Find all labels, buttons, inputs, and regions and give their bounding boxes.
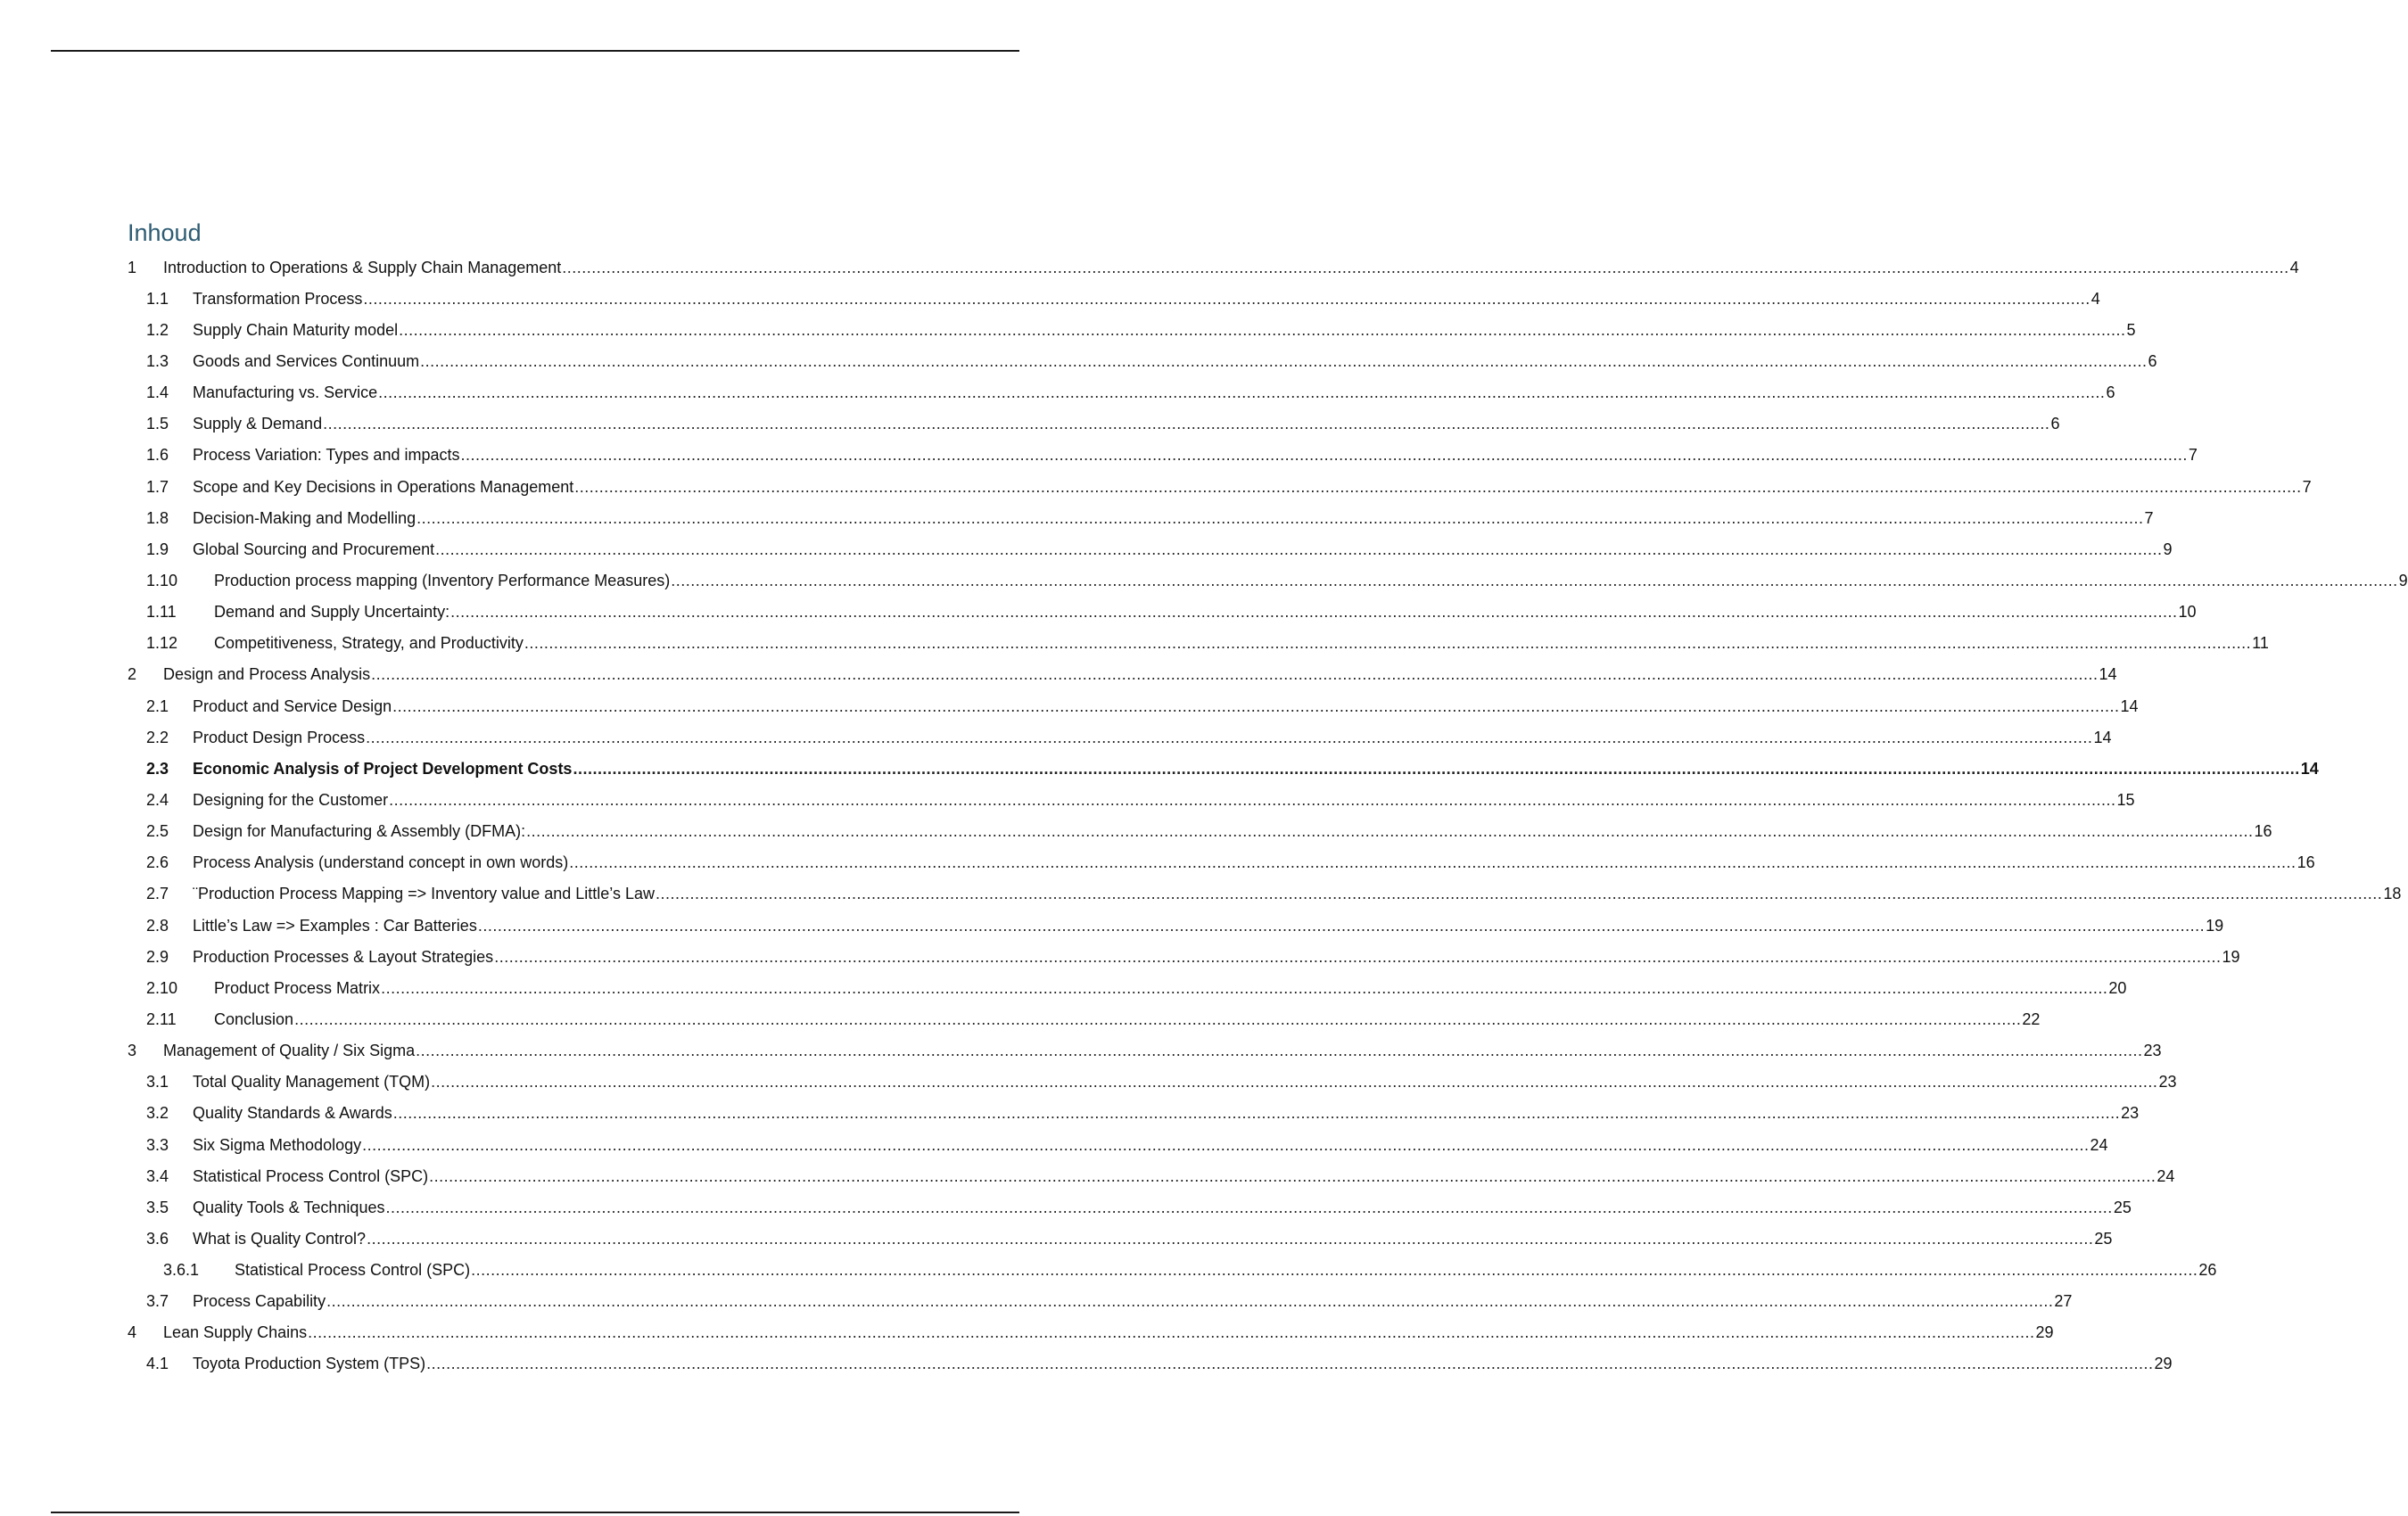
toc-entry-page: 25 — [2094, 1229, 2113, 1248]
toc-dot-leader — [573, 759, 2299, 779]
toc-entry[interactable] — [0, 597, 2197, 628]
toc-entry-page: 14 — [2300, 759, 2319, 778]
toc-dot-leader — [416, 508, 2143, 528]
toc-entry-number: 1.2 — [146, 320, 169, 339]
toc-dot-leader — [393, 1103, 2120, 1123]
toc-dot-leader — [366, 728, 2092, 747]
toc-dot-leader — [656, 884, 2382, 903]
toc-entry-number: 4.1 — [146, 1355, 169, 1373]
toc-entry-title: Product and Service Design — [193, 696, 392, 715]
toc-entry-title: Scope and Key Decisions in Operations Management — [193, 477, 574, 496]
toc-dot-leader — [362, 1135, 2089, 1155]
toc-entry[interactable] — [0, 941, 2240, 972]
toc-entry-page: 4 — [2289, 258, 2299, 276]
toc-entry[interactable] — [0, 628, 2269, 659]
toc-entry[interactable] — [0, 1223, 2113, 1254]
toc-entry-number: 1.4 — [146, 383, 169, 402]
toc-entry-number: 2.6 — [146, 853, 169, 872]
toc-entry-title: Manufacturing vs. Service — [193, 383, 378, 402]
toc-entry-number: 1.5 — [146, 415, 169, 433]
toc-entry-number: 2.8 — [146, 916, 169, 935]
toc-entry-title: Total Quality Management (TQM) — [193, 1073, 431, 1092]
toc-dot-leader — [569, 853, 2296, 872]
toc-dot-leader — [471, 1260, 2198, 1280]
toc-dot-leader — [326, 1291, 2053, 1311]
toc-entry[interactable] — [0, 533, 2173, 564]
toc-entry-title: Production process mapping (Inventory Performance Measures) — [214, 571, 671, 589]
toc-entry-number: 2.9 — [146, 947, 169, 966]
toc-entry-page: 16 — [2254, 822, 2272, 841]
toc-dot-leader — [371, 664, 2098, 684]
toc-entry-page: 14 — [2093, 728, 2112, 746]
toc-entry-page: 16 — [2297, 853, 2315, 872]
toc-entry-title: Demand and Supply Uncertainty: — [214, 603, 450, 622]
toc-entry-title: Supply & Demand — [193, 415, 323, 433]
toc-entry-page: 23 — [2121, 1104, 2140, 1123]
toc-entry[interactable] — [0, 564, 2408, 596]
toc-dot-leader — [416, 1041, 2142, 1060]
toc-entry-number: 1.3 — [146, 351, 169, 370]
toc-entry[interactable] — [0, 910, 2224, 941]
toc-entry[interactable] — [0, 1348, 2173, 1380]
toc-entry-page: 7 — [2188, 446, 2198, 465]
toc-entry-title: What is Quality Control? — [193, 1229, 367, 1248]
toc-entry-page: 7 — [2302, 477, 2312, 496]
toc-entry-title: Process Analysis (understand concept in own words) — [193, 853, 569, 872]
toc-entry[interactable] — [0, 1255, 2217, 1286]
toc-entry[interactable] — [0, 345, 2157, 376]
toc-entry[interactable] — [0, 690, 2139, 721]
toc-entry-title: Production Processes & Layout Strategies — [193, 947, 494, 966]
toc-entry-number: 2.4 — [146, 790, 169, 809]
footer-rule — [51, 1512, 1019, 1513]
toc-entry-number: 1.1 — [146, 289, 169, 308]
toc-entry-page: 19 — [2206, 916, 2224, 935]
toc-entry-page: 9 — [2163, 540, 2173, 558]
toc-dot-leader — [392, 696, 2119, 716]
toc-entry-number: 3.7 — [146, 1292, 169, 1311]
toc-dot-leader — [363, 289, 2090, 309]
toc-entry-title: Toyota Production System (TPS) — [193, 1355, 426, 1373]
toc-entry-page: 23 — [2158, 1073, 2177, 1092]
toc-dot-leader — [385, 1198, 2112, 1217]
toc-entry-title: Global Sourcing and Procurement — [193, 540, 435, 558]
toc-entry-title: Management of Quality / Six Sigma — [163, 1042, 416, 1060]
toc-dot-leader — [429, 1166, 2156, 1186]
toc-entry-page: 10 — [2178, 603, 2197, 622]
toc-entry-title: Product Process Matrix — [214, 978, 381, 997]
toc-entry[interactable] — [0, 847, 2315, 878]
toc-entry-title: Design and Process Analysis — [163, 665, 371, 684]
toc-entry-title: Product Design Process — [193, 728, 366, 746]
toc-dot-leader — [426, 1354, 2153, 1373]
toc-entry[interactable] — [0, 784, 2135, 815]
toc-entry-page: 4 — [2091, 289, 2100, 308]
toc-entry-number: 3.2 — [146, 1104, 169, 1123]
toc-dot-leader — [294, 1009, 2021, 1029]
toc-heading: Inhoud — [128, 219, 202, 246]
toc-entry-title: Introduction to Operations & Supply Chain Management — [163, 258, 562, 276]
toc-entry[interactable] — [0, 440, 2198, 471]
toc-entry-title: Conclusion — [214, 1009, 294, 1028]
toc-entry-number: 3 — [128, 1042, 137, 1060]
toc-entry-number: 4 — [128, 1323, 137, 1342]
toc-dot-leader — [323, 414, 2049, 433]
toc-entry-page: 27 — [2054, 1292, 2073, 1311]
toc-entry-page: 24 — [2156, 1166, 2175, 1185]
toc-entry[interactable] — [0, 251, 2299, 283]
toc-dot-leader — [308, 1322, 2034, 1342]
toc-entry[interactable] — [0, 972, 2127, 1003]
toc-entry[interactable] — [0, 502, 2154, 533]
toc-dot-leader — [367, 1229, 2093, 1248]
toc-entry-page: 23 — [2143, 1042, 2162, 1060]
toc-entry-title: Quality Tools & Techniques — [193, 1198, 385, 1216]
toc-entry-number: 2.11 — [146, 1009, 177, 1028]
toc-dot-leader — [524, 633, 2251, 653]
toc-dot-leader — [450, 602, 2177, 622]
toc-entry-page: 14 — [2120, 696, 2139, 715]
toc-entry[interactable] — [0, 283, 2100, 314]
toc-entry-page: 29 — [2035, 1323, 2054, 1342]
toc-entry-title: Transformation Process — [193, 289, 363, 308]
toc-entry-title: Decision-Making and Modelling — [193, 508, 416, 527]
toc-entry-number: 2.2 — [146, 728, 169, 746]
toc-dot-leader — [478, 916, 2205, 935]
toc-entry[interactable] — [0, 1191, 2132, 1223]
toc-entry-number: 2.10 — [146, 978, 178, 997]
toc-dot-leader — [494, 947, 2221, 967]
toc-dot-leader — [378, 383, 2105, 402]
toc-entry[interactable] — [0, 408, 2060, 440]
toc-entry-page: 7 — [2144, 508, 2154, 527]
toc-entry-number: 1 — [128, 258, 137, 276]
toc-entry-title: Design for Manufacturing & Assembly (DFMA): — [193, 822, 526, 841]
header-rule — [51, 50, 1019, 52]
toc-entry-number: 2.5 — [146, 822, 169, 841]
toc-entry[interactable] — [0, 1067, 2177, 1098]
toc-entry-page: 22 — [2022, 1009, 2041, 1028]
toc-entry-title: Statistical Process Control (SPC) — [235, 1261, 471, 1280]
toc-entry[interactable] — [0, 471, 2312, 502]
toc-entry[interactable] — [0, 377, 2115, 408]
toc-entry-page: 25 — [2113, 1198, 2132, 1216]
toc-entry-page: 15 — [2116, 790, 2135, 809]
toc-entry[interactable] — [0, 1160, 2175, 1191]
toc-entry-page: 24 — [2090, 1135, 2108, 1154]
toc-entry-title: ¨Production Process Mapping => Inventory value and Little’s Law — [193, 885, 655, 903]
toc-entry[interactable] — [0, 753, 2319, 784]
toc-entry-title: Quality Standards & Awards — [193, 1104, 392, 1123]
toc-entry-number: 3.4 — [146, 1166, 169, 1185]
toc-entry-title: Supply Chain Maturity model — [193, 320, 399, 339]
toc-entry-number: 1.10 — [146, 571, 178, 589]
toc-entry-title: Six Sigma Methodology — [193, 1135, 362, 1154]
toc-entry-page: 6 — [2106, 383, 2115, 402]
table-of-contents — [0, 251, 2408, 1380]
toc-entry-page: 11 — [2252, 634, 2269, 653]
toc-entry[interactable] — [0, 721, 2112, 753]
toc-entry-number: 1.6 — [146, 446, 169, 465]
toc-dot-leader — [381, 978, 2107, 998]
toc-entry-number: 3.3 — [146, 1135, 169, 1154]
toc-entry-title: Statistical Process Control (SPC) — [193, 1166, 429, 1185]
toc-entry-title: Designing for the Customer — [193, 790, 389, 809]
toc-entry-page: 18 — [2383, 885, 2402, 903]
toc-entry[interactable] — [0, 659, 2117, 690]
toc-entry-number: 2.3 — [146, 759, 169, 778]
toc-entry-number: 3.6.1 — [163, 1261, 200, 1280]
toc-entry-page: 26 — [2198, 1261, 2217, 1280]
toc-dot-leader — [399, 320, 2125, 340]
toc-dot-leader — [435, 540, 2162, 559]
toc-entry[interactable] — [0, 878, 2402, 910]
toc-entry-page: 20 — [2108, 978, 2127, 997]
toc-dot-leader — [574, 477, 2301, 497]
toc-entry-number: 3.6 — [146, 1229, 169, 1248]
toc-entry-title: Little’s Law => Examples : Car Batteries — [193, 916, 477, 935]
toc-entry[interactable] — [0, 1003, 2041, 1034]
toc-entry[interactable] — [0, 1317, 2054, 1348]
toc-entry-number: 3.5 — [146, 1198, 169, 1216]
toc-entry-title: Lean Supply Chains — [163, 1323, 308, 1342]
toc-entry-number: 1.12 — [146, 634, 178, 653]
toc-entry-page: 9 — [2398, 571, 2408, 589]
toc-entry-title: Process Capability — [193, 1292, 326, 1311]
toc-dot-leader — [431, 1072, 2157, 1092]
toc-entry-page: 19 — [2222, 947, 2240, 966]
toc-dot-leader — [460, 445, 2187, 465]
toc-entry-number: 1.8 — [146, 508, 169, 527]
toc-entry-title: Competitiveness, Strategy, and Productivity — [214, 634, 524, 653]
toc-entry-title: Economic Analysis of Project Development Costs — [193, 759, 573, 778]
toc-entry-number: 2.1 — [146, 696, 169, 715]
toc-entry-page: 5 — [2126, 320, 2136, 339]
toc-entry-number: 3.1 — [146, 1073, 169, 1092]
toc-entry-page: 6 — [2148, 351, 2157, 370]
toc-entry-page: 14 — [2099, 665, 2117, 684]
toc-entry[interactable] — [0, 1098, 2140, 1129]
toc-entry-page: 6 — [2050, 415, 2060, 433]
toc-entry-number: 2.7 — [146, 885, 169, 903]
toc-entry-page: 29 — [2154, 1355, 2173, 1373]
toc-dot-leader — [420, 351, 2147, 371]
toc-entry-title: Goods and Services Continuum — [193, 351, 420, 370]
toc-entry[interactable] — [0, 1286, 2073, 1317]
toc-entry-number: 1.11 — [146, 603, 177, 622]
toc-entry[interactable] — [0, 314, 2136, 345]
toc-entry-number: 1.9 — [146, 540, 169, 558]
toc-dot-leader — [671, 571, 2397, 590]
toc-dot-leader — [562, 258, 2288, 277]
toc-entry[interactable] — [0, 1035, 2162, 1067]
toc-dot-leader — [389, 790, 2115, 810]
toc-dot-leader — [526, 821, 2253, 841]
toc-entry-number: 1.7 — [146, 477, 169, 496]
toc-entry-number: 2 — [128, 665, 137, 684]
toc-entry[interactable] — [0, 1129, 2108, 1160]
toc-entry[interactable] — [0, 816, 2272, 847]
toc-entry-title: Process Variation: Types and impacts — [193, 446, 460, 465]
